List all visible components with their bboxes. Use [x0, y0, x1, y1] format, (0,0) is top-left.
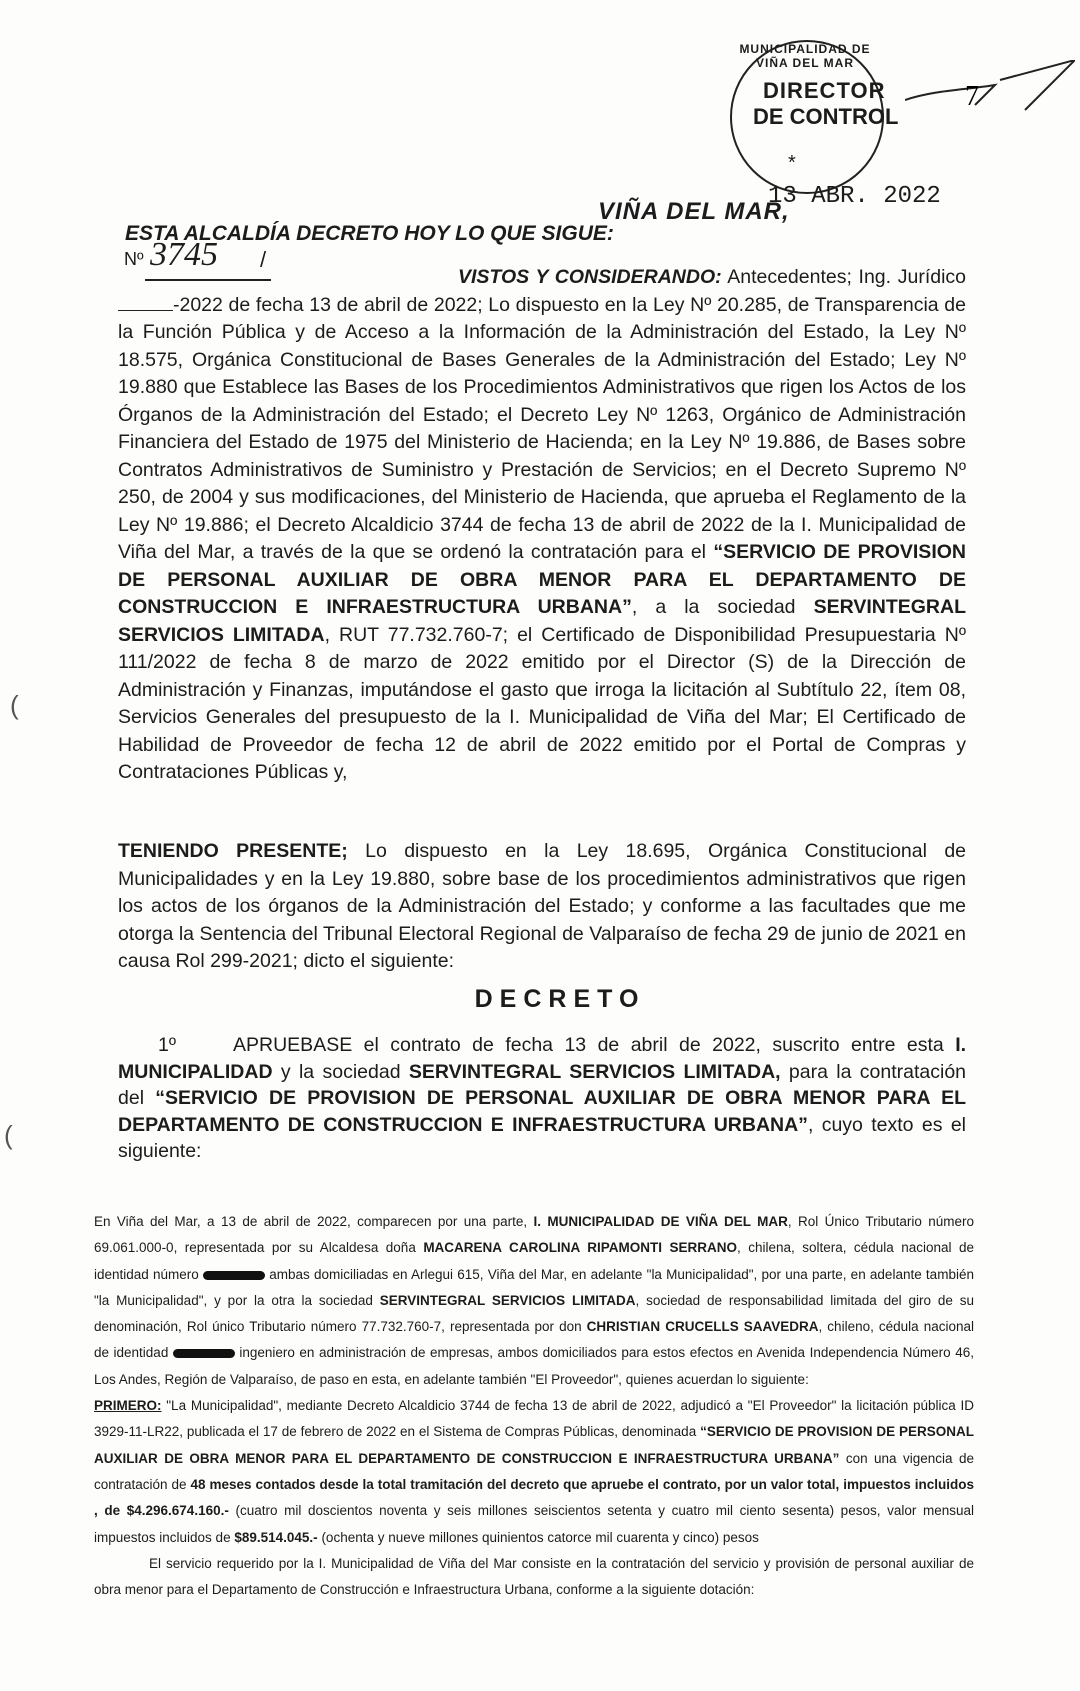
stamp-line-director: DIRECTOR [763, 78, 886, 103]
teniendo-text: Lo dispuesto en la Ley 18.695, Orgánica Constitucional de Municipalidades y en la Ley 19.880, sobre base de los procedimientos administrativos que rigen los actos de los órganos de la Administración del Estado; y conforme a las facultades que me otorga la Sentencia del Tribunal Electoral Regional de Valparaíso de fecha 29 de junio de 2021 en causa Rol 299-2021; dicto el siguiente: [118, 840, 967, 972]
teniendo-heading: TENIENDO PRESENTE; [118, 840, 348, 862]
clause-primero-text-5: (cuatro mil doscientos noventa y seis millones seiscientos setenta y cuatro mil ciento sesenta) pesos, valor mensual impuestos incluidos de [94, 1503, 974, 1545]
article-text-4: , cuyo texto es el siguiente: [118, 1113, 966, 1162]
redacted-id [203, 1271, 265, 1280]
vistos-text-1: Antecedentes; Ing. Jurídico [727, 266, 967, 288]
article-text-2: y la sociedad [280, 1060, 401, 1083]
stamp-star: * [788, 152, 796, 174]
margin-mark: ( [4, 1120, 13, 1150]
contract-text-10: , chileno, cédula nacional de identidad [94, 1319, 974, 1361]
contract-text-11: ingeniero en administración de empresas, ambos domiciliados para estos efectos en Avenida Independencia Número 46, Los Andes, Región de Valparaíso, de paso en esta, en adelante también "El Proveedor", quienes acuerdan lo siguiente: [94, 1345, 974, 1387]
contract-text-5: , chilena, soltera, cédula nacional de identidad número [94, 1240, 974, 1282]
vistos-paragraph [118, 264, 966, 787]
article-text-3: para la contratación del [118, 1060, 967, 1109]
vistos-text-2: -2022 de fecha 13 de abril de 2022; Lo dispuesto en la Ley Nº 20.285, de Transparencia de la Función Pública y de Acceso a la Información de la Administración del Estado, la Ley Nº 18.575, Orgánica Constitucional de Bases Generales de la Administración del Estado; Ley Nº 19.880 que Establece las Bases de los Procedimientos Administrativos que rigen los Actos de los Órganos de la Administración del Estado; el Decreto Ley Nº 1263, Orgánico de Administración Financiera del Estado de 1975 del Ministerio de Hacienda; en la Ley Nº 19.886, de Bases sobre Contratos Administrativos de Suministro y Prestación de Servicios; en el Decreto Supremo Nº 250, de 2004 y sus modificaciones, del Ministerio de Hacienda, que aprueba el Reglamento de la Ley Nº 19.886; el Decreto Alcaldicio 3744 de fecha 13 de abril de 2022 de la I. Municipalidad de Viña del Mar, a través de la que se ordenó la contratación para el [118, 293, 966, 563]
clause-primero-text-1: "La Municipalidad", mediante Decreto Alcaldicio 3744 de fecha 13 de abril de 2022, adjudicó a "El Proveedor" la licitación pública ID 3929-11-LR22, publicada el 17 de febrero de 2022 en el Sistema de Compras Públicas, denominada [94, 1398, 974, 1440]
clause-primero-service-name: “SERVICIO DE PROVISION DE PERSONAL AUXILIAR DE OBRA MENOR PARA EL DEPARTAMENTO DE CONSTRUCCION E INFRAESTRUCTURA URBANA” [94, 1424, 974, 1466]
article-text-1: el contrato de fecha 13 de abril de 2022, suscrito entre esta [363, 1034, 944, 1056]
contract-text-1: En Viña del Mar, a 13 de abril de 2022, comparecen por una parte, [94, 1214, 528, 1229]
vistos-text-3: , a la sociedad [631, 596, 796, 618]
article-verb: APRUEBASE [233, 1034, 353, 1056]
teniendo-paragraph [118, 838, 966, 976]
handwritten-signature-mark [905, 60, 1075, 130]
stamp-line-control: DE CONTROL [753, 104, 899, 129]
clause-primero-monthly: $89.514.045.- [234, 1529, 318, 1545]
service-name: “SERVICIO DE PROVISION DE PERSONAL AUXILIAR DE OBRA MENOR PARA EL DEPARTAMENTO DE CONSTRUCCION E INFRAESTRUCTURA URBANA” [118, 541, 966, 618]
contract-party-company: SERVINTEGRAL SERVICIOS LIMITADA [379, 1292, 636, 1308]
clause-primero-label: PRIMERO: [94, 1398, 162, 1414]
clause-primero-text-3: con una vigencia de contratación de [94, 1450, 974, 1492]
contract-representative-name: CHRISTIAN CRUCELLS SAAVEDRA [586, 1319, 819, 1335]
article-party-1: I. MUNICIPALIDAD [118, 1034, 967, 1083]
clause-primero-total: 48 meses contados desde la total tramitación del decreto que apruebe el contrato, por un valor total, impuestos incluidos , de $4.296.674.160.- [94, 1476, 974, 1519]
number-slash: / [260, 247, 267, 272]
decreto-heading: DECRETO [474, 985, 646, 1013]
clause-primero-text-7: (ochenta y nueve millones quinientos catorce mil cuarenta y cinco) pesos [321, 1529, 759, 1545]
company-name: SERVINTEGRAL SERVICIOS LIMITADA [118, 596, 966, 646]
blank-line [118, 296, 173, 311]
number-label: Nº [124, 249, 144, 269]
contract-text [94, 1209, 974, 1603]
article-party-2: SERVINTEGRAL SERVICIOS LIMITADA, [408, 1060, 781, 1083]
vistos-text-4: , RUT 77.732.760-7; el Certificado de Disponibilidad Presupuestaria Nº 111/2022 de fecha 8 de marzo de 2022 emitido por el Director (S) de la Dirección de Administración y Finanzas, imputándose el gasto que irroga la licitación al Subtítulo 22, ítem 08, Servicios Generales del presupuesto de la I. Municipalidad de Viña del Mar; El Certificado de Habilidad de Proveedor de fecha 12 de abril de 2022 emitido por el Portal de Compras y Contrataciones Públicas y, [118, 623, 966, 783]
decree-title: ESTA ALCALDÍA DECRETO HOY LO QUE SIGUE: [125, 222, 614, 245]
vistos-heading: VISTOS Y CONSIDERANDO: [458, 266, 722, 288]
clause-primero-text-8: El servicio requerido por la I. Municipalidad de Viña del Mar consiste en la contratación del servicio y provisión de personal auxiliar de obra menor para el Departamento de Construcción e Infraestructura Urbana, conforme a la siguiente dotación: [94, 1555, 974, 1598]
handwritten-number: 7 [965, 81, 979, 112]
article-1 [118, 1032, 966, 1165]
margin-mark: ( [10, 690, 19, 720]
redacted-id [173, 1349, 235, 1358]
article-number: 1º [158, 1034, 176, 1056]
decree-date: 13 ABR. 2022 [768, 183, 941, 210]
decree-number: 3745 [150, 236, 218, 273]
place-label: VIÑA DEL MAR, [598, 198, 790, 225]
contract-text-8: , sociedad de responsabilidad limitada del giro de su denominación, Rol único Tributario número 77.732.760-7, representada por don [94, 1292, 974, 1335]
contract-text-6: ambas domiciliadas en Arlegui 615, Viña del Mar, en adelante "la Municipalidad", por una parte, en adelante también "la Municipalidad", y por la otra la sociedad [94, 1266, 974, 1308]
contract-party-municipality: I. MUNICIPALIDAD DE VIÑA DEL MAR [533, 1214, 788, 1229]
article-service-name: “SERVICIO DE PROVISION DE PERSONAL AUXILIAR DE OBRA MENOR PARA EL DEPARTAMENTO DE CONSTRUCCION E INFRAESTRUCTURA URBANA” [118, 1087, 966, 1136]
contract-text-3: , Rol Único Tributario número 69.061.000-0, representada por su Alcaldesa doña [94, 1214, 974, 1256]
stamp-ring-text: MUNICIPALIDAD DE VIÑA DEL MAR [739, 42, 871, 70]
contract-mayor-name: MACARENA CAROLINA RIPAMONTI SERRANO [423, 1240, 737, 1256]
